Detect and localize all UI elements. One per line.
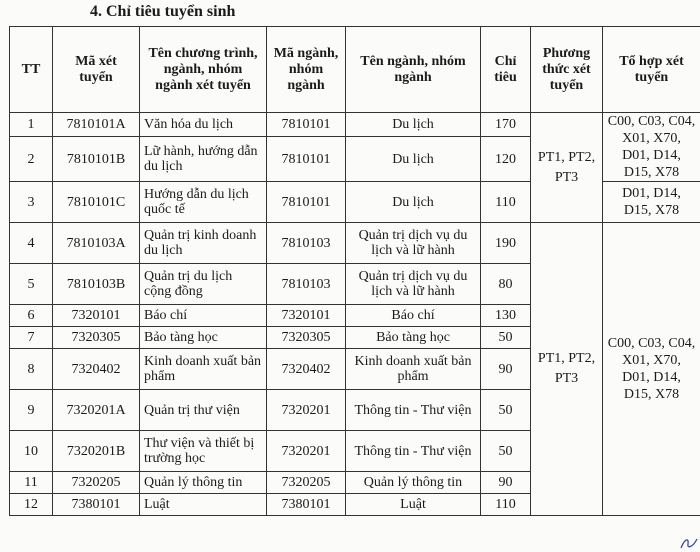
cell-ma-nganh: 7810103: [267, 264, 346, 305]
cell-tt: 4: [10, 223, 53, 264]
cell-chi-tieu: 50: [481, 431, 531, 472]
cell-ma-nganh: 7320205: [267, 472, 346, 494]
table-header-row: [10, 27, 700, 113]
cell-tt: 11: [10, 472, 53, 494]
header-ten-nganh: Tên ngành, nhóm ngành: [346, 27, 481, 113]
cell-ma-nganh: 7810103: [267, 223, 346, 264]
cell-ten-ct: Lữ hành, hướng dẫn du lịch: [140, 137, 267, 182]
header-ten-chuong-trinh: Tên chương trình, ngành, nhóm ngành xét tuyển: [140, 27, 267, 113]
cell-chi-tieu: 120: [481, 137, 531, 182]
cell-method-group-b: PT1, PT2, PT3: [531, 223, 603, 516]
cell-tt: 9: [10, 390, 53, 431]
cell-chi-tieu: 170: [481, 113, 531, 137]
cell-ma-nganh: 7320201: [267, 431, 346, 472]
cell-ma-nganh: 7810101: [267, 182, 346, 223]
cell-tt: 3: [10, 182, 53, 223]
cell-method-group-a: PT1, PT2, PT3: [531, 113, 603, 223]
cell-ma-xet: 7320101: [53, 305, 140, 327]
cell-tt: 7: [10, 327, 53, 349]
header-chi-tieu: Chỉ tiêu: [481, 27, 531, 113]
cell-ma-xet: 7320402: [53, 349, 140, 390]
cell-combo-group-c: C00, C03, C04, X01, X70, D01, D14, D15, X78: [603, 223, 700, 516]
cell-ten-nganh: Báo chí: [346, 305, 481, 327]
cell-ma-xet: 7810103A: [53, 223, 140, 264]
cell-ma-nganh: 7810101: [267, 137, 346, 182]
cell-tt: 10: [10, 431, 53, 472]
cell-ten-ct: Kinh doanh xuất bản phẩm: [140, 349, 267, 390]
cell-ma-xet: 7810103B: [53, 264, 140, 305]
section-title: 4. Chỉ tiêu tuyển sinh: [90, 3, 236, 20]
cell-tt: 12: [10, 494, 53, 516]
cell-chi-tieu: 190: [481, 223, 531, 264]
cell-chi-tieu: 50: [481, 390, 531, 431]
cell-tt: 5: [10, 264, 53, 305]
cell-chi-tieu: 110: [481, 494, 531, 516]
cell-ten-nganh: Quản lý thông tin: [346, 472, 481, 494]
cell-ten-nganh: Du lịch: [346, 182, 481, 223]
cell-chi-tieu: 90: [481, 472, 531, 494]
header-ma-xet-tuyen: Mã xét tuyển: [53, 27, 140, 113]
header-tt: TT: [10, 27, 53, 113]
cell-chi-tieu: 90: [481, 349, 531, 390]
cell-ma-xet: 7320205: [53, 472, 140, 494]
admission-quota-table: [9, 26, 700, 516]
cell-ten-nganh: Du lịch: [346, 113, 481, 137]
cell-ma-nganh: 7320201: [267, 390, 346, 431]
cell-ma-nganh: 7380101: [267, 494, 346, 516]
cell-ten-ct: Quản trị du lịch cộng đồng: [140, 264, 267, 305]
cell-combo-group-a: C00, C03, C04, X01, X70, D01, D14, D15, X78: [603, 113, 700, 182]
table-row: [10, 223, 700, 264]
cell-ten-ct: Hướng dẫn du lịch quốc tế: [140, 182, 267, 223]
cell-ten-ct: Bảo tàng học: [140, 327, 267, 349]
cell-ten-nganh: Quản trị dịch vụ du lịch và lữ hành: [346, 223, 481, 264]
table-row: [10, 113, 700, 137]
cell-ten-nganh: Thông tin - Thư viện: [346, 390, 481, 431]
cell-ma-nganh: 7320305: [267, 327, 346, 349]
cell-ten-ct: Báo chí: [140, 305, 267, 327]
cell-ten-nganh: Du lịch: [346, 137, 481, 182]
cell-tt: 8: [10, 349, 53, 390]
cell-ten-ct: Văn hóa du lịch: [140, 113, 267, 137]
pen-mark-icon: [680, 536, 698, 550]
cell-ten-nganh: Quản trị dịch vụ du lịch và lữ hành: [346, 264, 481, 305]
cell-ma-nganh: 7320402: [267, 349, 346, 390]
cell-ten-nganh: Kinh doanh xuất bản phẩm: [346, 349, 481, 390]
cell-chi-tieu: 80: [481, 264, 531, 305]
cell-ma-xet: 7810101B: [53, 137, 140, 182]
cell-ten-nganh: Thông tin - Thư viện: [346, 431, 481, 472]
cell-ma-nganh: 7810101: [267, 113, 346, 137]
cell-ma-xet: 7320305: [53, 327, 140, 349]
cell-ma-nganh: 7320101: [267, 305, 346, 327]
header-phuong-thuc: Phương thức xét tuyển: [531, 27, 603, 113]
cell-ten-ct: Thư viện và thiết bị trường học: [140, 431, 267, 472]
cell-ten-ct: Luật: [140, 494, 267, 516]
cell-ma-xet: 7810101C: [53, 182, 140, 223]
header-to-hop: Tổ hợp xét tuyển: [603, 27, 700, 113]
cell-ma-xet: 7810101A: [53, 113, 140, 137]
cell-ten-nganh: Bảo tàng học: [346, 327, 481, 349]
cell-ten-ct: Quản lý thông tin: [140, 472, 267, 494]
cell-ten-ct: Quản trị kinh doanh du lịch: [140, 223, 267, 264]
cell-combo-group-b: D01, D14, D15, X78: [603, 182, 700, 223]
cell-ma-xet: 7320201A: [53, 390, 140, 431]
cell-chi-tieu: 50: [481, 327, 531, 349]
cell-ten-nganh: Luật: [346, 494, 481, 516]
cell-ten-ct: Quản trị thư viện: [140, 390, 267, 431]
cell-tt: 6: [10, 305, 53, 327]
cell-ma-xet: 7380101: [53, 494, 140, 516]
header-ma-nganh: Mã ngành, nhóm ngành: [267, 27, 346, 113]
cell-ma-xet: 7320201B: [53, 431, 140, 472]
cell-chi-tieu: 130: [481, 305, 531, 327]
cell-tt: 1: [10, 113, 53, 137]
cell-chi-tieu: 110: [481, 182, 531, 223]
cell-tt: 2: [10, 137, 53, 182]
